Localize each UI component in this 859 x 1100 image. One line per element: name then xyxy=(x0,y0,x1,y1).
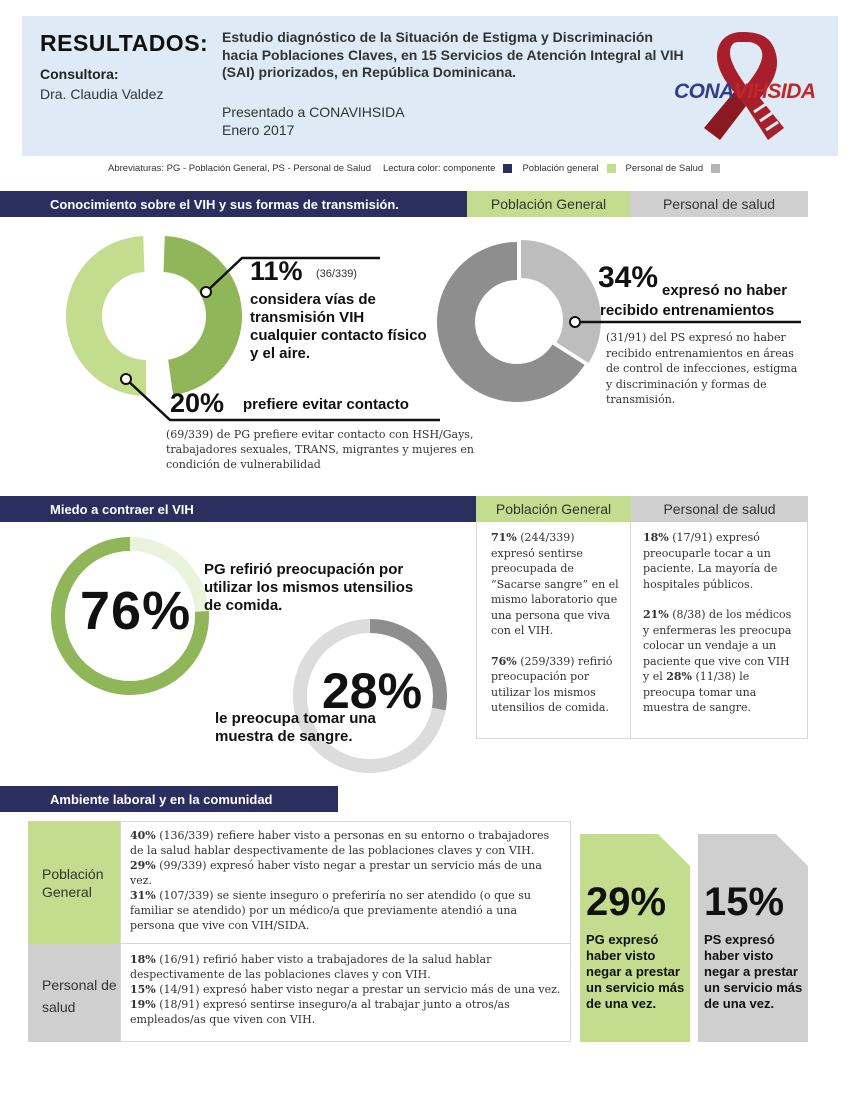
consultora-label: Consultora: xyxy=(40,66,119,82)
consultora-name: Dra. Claudia Valdez xyxy=(40,86,164,102)
ps-env-item-1: 18% (16/91) refirió haber visto a trabajadores de la salud hablar despectivamente de las poblaciones claves y con VIH. xyxy=(130,953,492,981)
donut-11-segment xyxy=(164,236,242,395)
section-3-ps-label: Personal de salud xyxy=(28,944,120,1042)
pg-env-item-3: 31% (107/339) se siente inseguro o preferiría no ser atendido (o que su familiar se atendido) por un médico/a que previamente atendió a una persona que vive con VIH/SIDA. xyxy=(130,889,531,932)
legend-swatch-green xyxy=(607,164,616,173)
pg-env-item-2: 29% (99/339) expresó haber visto negar a prestar un servicio más de una vez. xyxy=(130,859,542,887)
legend-swatch-gray xyxy=(711,164,720,173)
ps-fear-item-1: 18% (17/91) expresó preocuparle tocar a un paciente. La mayoría de hospitales públicos. xyxy=(643,531,778,591)
ps-env-item-2: 15% (14/91) expresó haber visto negar a prestar un servicio más de una vez. xyxy=(130,983,561,996)
ps-fear-item-2: 21% (8/38) de los médicos y enfermeras les preocupa colocar un vendaje a un paciente que vive con VIH y el 28% (11/38) le preocupa tomar una muestra de sangre. xyxy=(643,608,792,714)
section-1-ps-header: Personal de salud xyxy=(630,191,808,217)
section-2-pg-column xyxy=(476,522,631,739)
stat-20-description: prefiere evitar contacto xyxy=(243,396,409,413)
stat-28-percent: 28% xyxy=(322,663,423,719)
card-pg-percent: 29% xyxy=(586,880,667,924)
page-title: RESULTADOS: xyxy=(40,30,209,56)
card-pg-text: PG expresó haber visto negar a prestar un servicio más de una vez. xyxy=(586,932,685,1011)
section-2-ps-column xyxy=(631,522,808,739)
study-title: Estudio diagnóstico de la Situación de Estigma y Discriminación hacia Poblaciones Claves, en 15 Servicios de Atención Integral al VIH (SAI) priorizados, en República Dominicana. xyxy=(222,29,684,80)
section-3-ps-text xyxy=(120,944,571,1042)
pg-service-denied-card xyxy=(580,834,690,1042)
stat-20-detail: (69/339) de PG prefiere evitar contacto con HSH/Gays, trabajadores sexuales, TRANS, migrantes y mujeres en condición de vulnerabilidad xyxy=(166,428,474,471)
card-ps-text: PS expresó haber visto negar a prestar un servicio más de una vez. xyxy=(704,932,803,1011)
donut-34-segment xyxy=(521,240,601,363)
section-2-pg-header: Población General xyxy=(476,496,631,522)
abbreviations-legend xyxy=(108,163,720,174)
section-3-title-bar: Ambiente laboral y en la comunidad xyxy=(0,786,338,812)
section-2-title-bar: Miedo a contraer el VIH xyxy=(0,496,476,522)
stat-11-description: considera vías de transmisión VIH cualquier contacto físico y el aire. xyxy=(250,291,427,362)
stat-28-description: le preocupa tomar una muestra de sangre. xyxy=(215,710,376,745)
legend-label-pg: Población general xyxy=(522,163,599,174)
legend-label-ps: Personal de Salud xyxy=(625,163,704,174)
abbreviations-text: Abreviaturas: PG - Población General, PS - Personal de Salud xyxy=(108,163,371,174)
stat-20-percent: 20% xyxy=(170,388,225,418)
callout-dot-34 xyxy=(570,317,580,327)
stat-34-percent: 34% xyxy=(598,261,659,294)
pg-env-item-1: 40% (136/339) refiere haber visto a personas en su entorno o trabajadores de la salud hablar despectivamente de las poblaciones claves y con VIH. xyxy=(130,829,550,857)
stat-76-percent: 76% xyxy=(80,581,192,641)
section-1-pg-header: Población General xyxy=(467,191,630,217)
stat-11-percent: 11% xyxy=(250,256,303,286)
lectura-color-text: Lectura color: componente xyxy=(382,163,496,174)
section-2-ps-header: Personal de salud xyxy=(631,496,808,522)
section-1-title-bar: Conocimiento sobre el VIH y sus formas de transmisión. xyxy=(0,191,467,217)
logo-text: CONAVIHSIDA xyxy=(674,80,816,103)
stat-34-detail: (31/91) del PS expresó no haber recibido entrenamientos en áreas de control de infecciones, estigma y discriminación y formas de transmisión. xyxy=(606,331,798,406)
report-date: Enero 2017 xyxy=(222,122,295,138)
presented-to: Presentado a CONAVIHSIDA xyxy=(222,104,405,120)
pg-fear-item-1: 71% (244/339) expresó sentirse preocupada de “Sacarse sangre” en el mismo laboratorio que una persona que viva con el VIH. xyxy=(491,531,619,637)
stat-34-description: expresó no haber recibido entrenamientos xyxy=(600,282,788,319)
pg-fear-item-2: 76% (259/339) refirió preocupación por utilizar los mismos utensilios de comida. xyxy=(491,654,613,714)
donut-20-segment xyxy=(66,236,146,396)
card-ps-percent: 15% xyxy=(704,880,785,924)
legend-swatch-navy xyxy=(503,164,512,173)
section-3-pg-text xyxy=(120,821,571,944)
stat-76-description: PG refirió preocupación por utilizar los mismos utensilios de comida. xyxy=(204,561,414,614)
callout-dot-20 xyxy=(121,374,131,384)
ps-service-denied-card xyxy=(698,834,808,1042)
ps-env-item-3: 19% (18/91) expresó sentirse inseguro/a al trabajar junto a otros/as empleados/as que viven con VIH. xyxy=(130,998,510,1026)
callout-dot-11 xyxy=(201,287,211,297)
stat-11-count: (36/339) xyxy=(316,268,357,280)
section-3-pg-label: Población General xyxy=(28,821,120,944)
donut-11-chart xyxy=(66,236,242,396)
